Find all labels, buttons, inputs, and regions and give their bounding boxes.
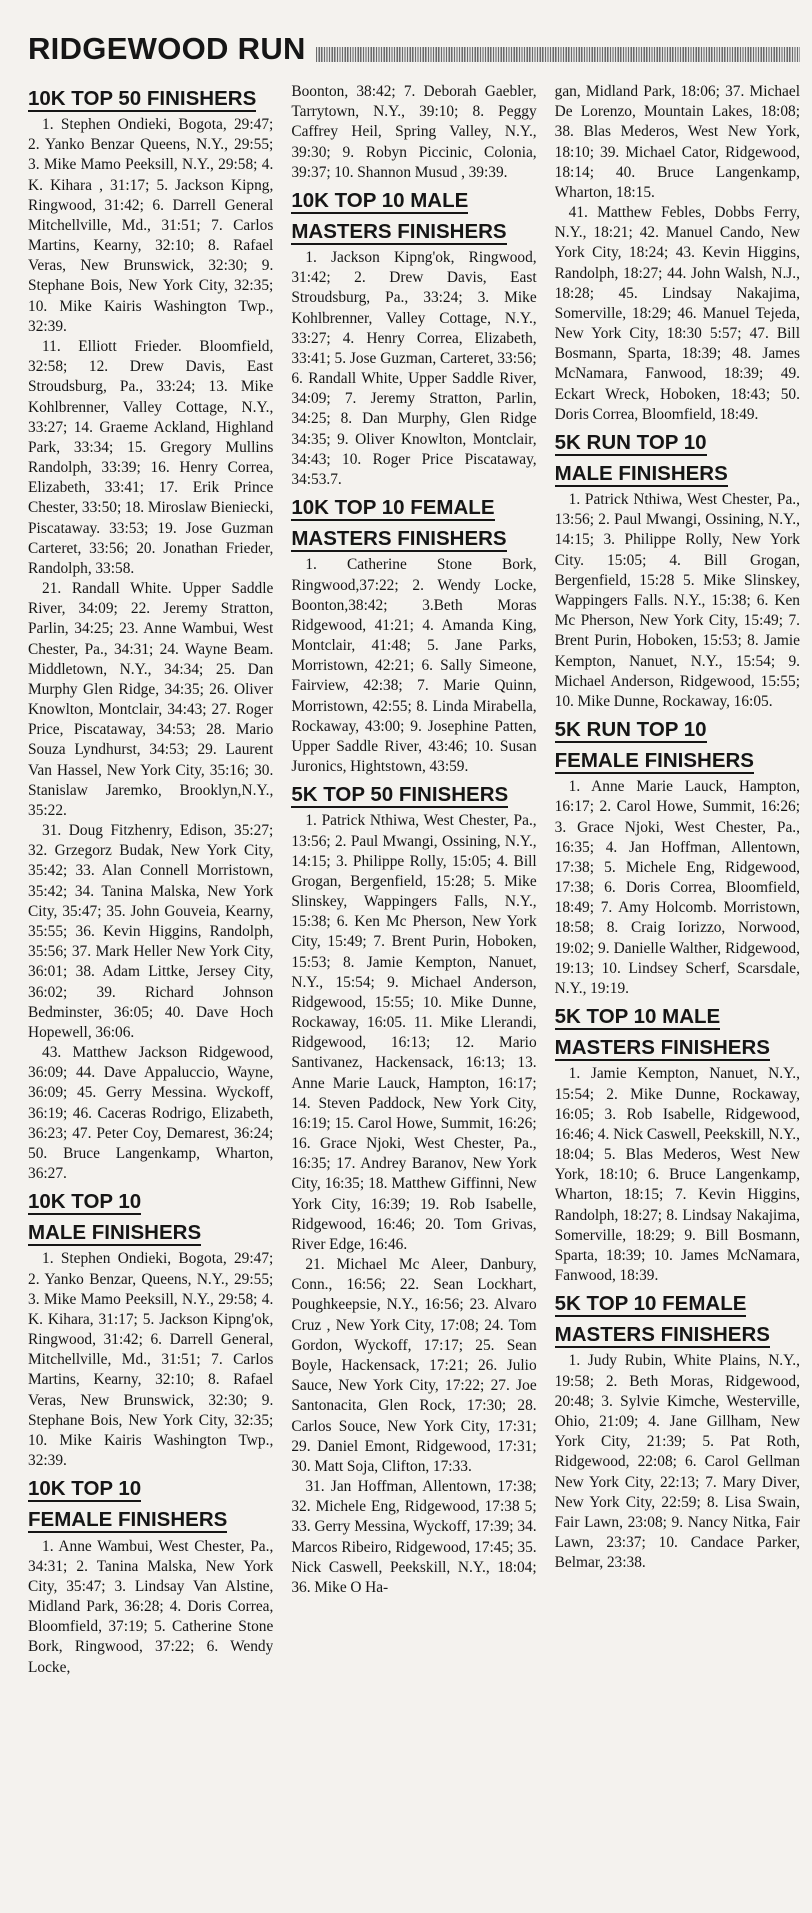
- section-heading-text: 10K TOP 10: [28, 1477, 142, 1501]
- results-paragraph: 1. Anne Marie Lauck, Hampton, 16:17; 2. Carol Howe, Summit, 16:26; 3. Grace Njoki, West Chester, Pa., 16:35; 4. Jan Hoffman, Allentown, 17:38; 5. Michele Eng, Ridgewood, 17:38; 6. Doris Correa, Bloomfield, 18:49; 7. Amy Holcomb. Morristown, 18:58; 8. Craig Iorizzo, Norwood, 19:02; 9. Danielle Walther, Ridgewood, 19:13; 10. Lindsey Scherf, Scarsdale, N.Y., 19:19.: [554, 778, 800, 997]
- section-heading: [291, 524, 536, 553]
- results-paragraph: 41. Matthew Febles, Dobbs Ferry, N.Y., 18:21; 42. Manuel Cando, New York City, 18:24; 43. Kevin Higgins, Randolph, 18:27; 44. John Walsh, N.J., 18:28; 45. Lindsay Nakajima, Somerville, 18:29; 46. Manuel Tejeda, New York City, 18:30 5:57; 47. Bill Bosmann, Sparta, 18:39; 48. James McNamara, Fanwood, 18:39; 49. Eckart Wreck, Hoboken, 18:43; 50. Doris Correa, Bloomfield, 18:49.: [554, 204, 800, 423]
- section-body: [555, 777, 800, 999]
- section-heading: [291, 217, 536, 246]
- results-column: [28, 82, 273, 1892]
- results-paragraph: Boonton, 38:42; 7. Deborah Gaebler, Tarrytown, N.Y., 39:10; 8. Peggy Caffrey Heil, Spring Valley, N.Y., 39:30; 9. Robyn Piccinic, Colonia, 39:37; 10. Shannon Musud , 39:39.: [291, 83, 537, 181]
- results-paragraph: 31. Doug Fitzhenry, Edison, 35:27; 32. Grzegorz Budak, New York City, 35:42; 33. Alan Connell Morristown, 35:42; 34. Tanina Malska, New York City, 35:47; 35. John Gouveia, Kearny, 35:55; 36. Kevin Higgins, Randolph, 35:56; 37. Mark Heller New York City, 36:01; 38. Adam Littke, Jersey City, 36:02; 39. Richard Johnson Bedminster, 36:05; 40. Dave Hoch Hopewell, 36:06.: [28, 822, 274, 1041]
- results-paragraph: 1. Patrick Nthiwa, West Chester, Pa., 13:56; 2. Paul Mwangi, Ossining, N.Y., 14:15; 3. Philippe Rolly, New York City. 15:05; 4. Bill Grogan, Bergenfield, 15:28 5. Mike Slinskey, Wappingers Falls. N.Y., 15:38; 6. Ken Mc Pherson, New York City, 15:49; 7. Brent Purin, Hoboken, 15:53; 8. Jamie Kempton, Nanuet, N.Y., 15:54; 9. Michael Anderson, Ridgewood, 15:55; 10. Mike Dunne, Rockaway, 16:05.: [554, 491, 800, 710]
- section-heading-text: 10K TOP 10 MALE: [291, 188, 469, 212]
- section-heading-text: 5K TOP 50 FINISHERS: [291, 783, 509, 807]
- results-paragraph: 1. Patrick Nthiwa, West Chester, Pa., 13:56; 2. Paul Mwangi, Ossining, N.Y., 14:15; 3. Philippe Rolly, 15:05; 4. Bill Grogan, Bergenfield, 15:28; 5. Mike Slinskey, Wappingers Falls, N.Y., 15:38; 6. Ken Mc Pherson, New York City, 15:49; 7. Brent Purin, Hoboken, 15:53; 8. Jamie Kempton, Nanuet, N.Y., 15:54; 9. Michael Anderson, Ridgewood, 15:55; 10. Mike Dunne, Rockaway, 16:05. 11. Mike Llerandi, Ridgewood, 16:13; 12. Mario Santivanez, Hackensack, 16:13; 13. Anne Marie Lauck, Hampton, 16:17; 14. Steven Paddock, New York City, 16:19; 15. Carol Howe, Summit, 16:26; 16. Grace Njoki, West Chester, Pa., 16:35; 17. Andrey Baranov, New York City, 16:35; 18. Matthew Giffinni, New York City, 16:39; 19. Rob Isabelle, Ridgewood, 16:46; 20. Tom Grivas, River Edge, 16:46.: [291, 812, 537, 1253]
- results-section: [555, 428, 800, 712]
- results-section: [555, 1002, 800, 1286]
- results-section: [28, 1474, 273, 1677]
- results-column: [291, 82, 536, 1892]
- section-heading: [555, 459, 800, 488]
- results-paragraph: 11. Elliott Frieder. Bloomfield, 32:58; 12. Drew Davis, East Stroudsburg, Pa., 33:24; 13. Mike Kohlbrenner, Valley Cottage, N.Y., 33:27; 14. Graeme Ackland, Highland Park, 33:34; 15. Gregory Mullins Randolph, 33:39; 16. Henry Correa, Elizabeth, 33:41; 17. Erik Prince Chester, 33:50; 18. Miroslaw Bieniecki, Piscataway. 33:53; 19. Jose Guzman Carteret, 33:56; 20. Jonathan Frieder, Randolph, 33:58.: [28, 338, 274, 577]
- section-heading-text: MALE FINISHERS: [554, 462, 728, 486]
- section-heading: [28, 1474, 273, 1503]
- section-heading: [555, 1320, 800, 1349]
- results-paragraph: 43. Matthew Jackson Ridgewood, 36:09; 44. Dave Appaluccio, Wayne, 36:09; 45. Gerry Messina. Wyckoff, 36:19; 46. Caceras Rodrigo, Elizabeth, 36:23; 47. Peter Coy, Demarest, 36:24; 50. Bruce Langenkamp, Wharton, 36:27.: [28, 1044, 274, 1183]
- section-heading-text: FEMALE FINISHERS: [28, 1508, 228, 1532]
- section-body: [291, 811, 536, 1598]
- section-body: [555, 82, 800, 425]
- section-heading: [28, 1218, 273, 1247]
- section-body: [555, 490, 800, 712]
- section-heading-text: 10K TOP 50 FINISHERS: [28, 87, 257, 110]
- section-heading-text: 10K TOP 10: [28, 1190, 142, 1214]
- section-heading-text: MASTERS FINISHERS: [291, 527, 507, 551]
- results-column: [555, 82, 800, 1892]
- section-body: [291, 82, 536, 183]
- page-title: RIDGEWOOD RUN: [28, 31, 306, 66]
- section-heading: [291, 493, 536, 522]
- section-body: [291, 248, 536, 490]
- section-body: [28, 115, 273, 1184]
- results-paragraph: 1. Catherine Stone Bork, Ringwood,37:22; 2. Wendy Locke, Boonton,38:42; 3.Beth Moras Ridgewood, 41:21; 4. Amanda King, Montclair, 41:48; 5. Jane Parks, Morristown, 42:21; 6. Sally Simeone, Fairview, 42:38; 7. Marie Quinn, Morristown, 42:55; 8. Linda Mirabella, Rockaway, 43:00; 9. Josephine Patten, Upper Saddle River, 43:46; 10. Susan Juronics, Hightstown, 43:59.: [291, 556, 537, 776]
- section-heading: [555, 428, 800, 457]
- results-paragraph: gan, Midland Park, 18:06; 37. Michael De Lorenzo, Mountain Lakes, 18:08; 38. Blas Mederos, West New York, 18:10; 39. Michael Cator, Ridgewood, 18:14; 40. Bruce Langenkamp, Wharton, 18:15.: [554, 83, 800, 201]
- results-section: [555, 715, 800, 999]
- section-heading-text: MALE FINISHERS: [28, 1221, 202, 1245]
- section-heading-text: 5K RUN TOP 10: [554, 430, 707, 454]
- results-columns: [28, 82, 800, 1892]
- results-section: [28, 1187, 273, 1471]
- results-paragraph: 1. Judy Rubin, White Plains, N.Y., 19:58; 2. Beth Moras, Ridgewood, 20:48; 3. Sylvie Kimche, Westerville, Ohio, 21:09; 4. Jane Gillham, New York City, 21:39; 5. Pat Roth, Ridgewood, 22:08; 6. Carol Gellman New York City, 22:13; 7. Mary Diver, New York City, 22:59; 8. Lisa Swain, Fair Lawn, 23:08; 9. Nancy Nitka, Fair Lawn, 23:37; 10. Candace Parker, Belmar, 23:38.: [554, 1352, 800, 1572]
- section-body: [555, 1064, 800, 1286]
- masthead: [28, 14, 800, 68]
- results-paragraph: 31. Jan Hoffman, Allentown, 17:38; 32. Michele Eng, Ridgewood, 17:38 5; 33. Gerry Messina, Wyckoff, 17:39; 34. Marcos Ribeiro, Ridgewood, 17:45; 35. Nick Caswell, Peekskill, N.Y., 18:04; 36. Mike O Ha-: [291, 1478, 537, 1596]
- section-heading: [28, 1505, 273, 1534]
- section-body: [28, 1249, 273, 1471]
- results-section: [291, 186, 536, 490]
- section-heading: [28, 1187, 273, 1216]
- section-heading-text: 10K TOP 10 FEMALE: [291, 496, 495, 520]
- section-heading: [28, 84, 273, 113]
- section-heading: [555, 715, 800, 744]
- results-section: [291, 493, 536, 777]
- section-heading-text: 5K TOP 10 FEMALE: [554, 1292, 747, 1316]
- results-section: [291, 82, 536, 183]
- section-heading: [555, 1002, 800, 1031]
- results-paragraph: 1. Jackson Kipng'ok, Ringwood, 31:42; 2. Drew Davis, East Stroudsburg, Pa., 33:24; 3. Mike Kohlbrenner, Valley Cottage, N.Y., 33:27; 4. Henry Correa, Elizabeth, 33:41; 5. Jose Guzman, Carteret, 33:56; 6. Randall White, Upper Saddle River, 34:09; 7. Jeremy Stratton, Parlin, 34:25; 8. Dan Murphy, Glen Ridge 34:35; 9. Oliver Knowlton, Montclair, 34:43; 10. Roger Price Piscataway, 34:53.7.: [291, 249, 537, 488]
- section-heading: [555, 746, 800, 775]
- section-body: [291, 555, 536, 777]
- masthead-rule: [316, 47, 800, 62]
- results-section: [28, 84, 273, 1184]
- section-heading-text: 5K TOP 10 MALE: [554, 1005, 721, 1029]
- section-heading-text: MASTERS FINISHERS: [554, 1036, 770, 1060]
- section-body: [28, 1537, 273, 1678]
- results-section: [291, 780, 536, 1598]
- section-heading-text: 5K RUN TOP 10: [554, 718, 707, 742]
- results-paragraph: 1. Anne Wambui, West Chester, Pa., 34:31; 2. Tanina Malska, New York City, 35:47; 3. Lindsay Van Alstine, Midland Park, 36:28; 4. Doris Correa, Bloomfield, 37:19; 5. Catherine Stone Bork, Ringwood, 37:22; 6. Wendy Locke,: [28, 1537, 274, 1676]
- section-heading: [555, 1033, 800, 1062]
- results-section: [555, 82, 800, 425]
- section-heading-text: MASTERS FINISHERS: [291, 219, 507, 243]
- section-heading: [555, 1289, 800, 1318]
- results-paragraph: 1. Stephen Ondieki, Bogota, 29:47; 2. Yanko Benzar Queens, N.Y., 29:55; 3. Mike Mamo Peeksill, N.Y., 29:58; 4. K. Kihara , 31:17; 5. Jackson Kipng, Ringwood, 31:42; 6. Darrell General Mitchellville, Md., 31:51; 7. Carlos Martins, Kearny, 32:10; 8. Rafael Veras, New Brunswick, 32:30; 9. Stephane Bois, New York City, 32:35; 10. Mike Kairis Washington Twp., 32:39.: [28, 116, 274, 335]
- results-paragraph: 21. Michael Mc Aleer, Danbury, Conn., 16:56; 22. Sean Lockhart, Poughkeepsie, N.Y., 16:56; 23. Alvaro Cruz , New York City, 17:08; 24. Tom Gordon, Wyckoff, 17:17; 25. Sean Boyle, Hackensack, 17:21; 26. Julio Sauce, New York City, 17:22; 27. Joe Santonacita, Glen Rock, 17:30; 28. Carlos Souce, New York City, 17:31; 29. Daniel Emont, Ridgewood, 17:31; 30. Matt Soja, Clifton, 17:33.: [291, 1256, 537, 1475]
- section-heading-text: FEMALE FINISHERS: [554, 749, 754, 773]
- section-heading: [291, 186, 536, 215]
- section-heading-text: MASTERS FINISHERS: [554, 1323, 770, 1347]
- results-paragraph: 21. Randall White. Upper Saddle River, 34:09; 22. Jeremy Stratton, Parlin, 34:25; 23. Anne Wambui, West Chester, Pa., 34:31; 24. Wayne Beam. Middletown, N.Y., 34:34; 25. Dan Murphy Glen Ridge, 34:35; 26. Oliver Knowlton, Montclair, 34:43; 27. Roger Price, Piscataway, 34:53; 28. Mario Souza Lyndhurst, 34:53; 29. Laurent Van Hassel, New York City, 35:16; 30. Stanislaw Jaremko, Brooklyn,N.Y., 35:22.: [28, 580, 274, 819]
- section-body: [555, 1351, 800, 1573]
- results-paragraph: 1. Jamie Kempton, Nanuet, N.Y., 15:54; 2. Mike Dunne, Rockaway, 16:05; 3. Rob Isabelle, Ridgewood, 16:46; 4. Nick Caswell, Peekskill, N.Y., 18:04; 5. Blas Mederos, West New York, 18:10; 6. Bruce Langenkamp, Wharton, 18:15; 7. Kevin Higgins, Randolph, 18:27; 8. Lindsay Nakajima, Somerville, 18:29; 9. Bill Bosmann, Sparta, 18:39; 10. James McNamara, Fanwood, 18:39.: [554, 1065, 800, 1285]
- section-heading: [291, 780, 536, 809]
- results-paragraph: 1. Stephen Ondieki, Bogota, 29:47; 2. Yanko Benzar, Queens, N.Y., 29:55; 3. Mike Mamo Peeksill, N.Y., 29:58; 4. K. Kihara, 31:17; 5. Jackson Kipng'ok, Ringwood, 31:42; 6. Darrell General, Mitchellville, Md., 31:51; 7. Carlos Martins, Kearny, 32:10; 8. Rafael Veras, New Brunswick, 32:30; 9. Stephane Bois, New York City, 32:35; 10. Mike Kairis Washington Twp., 32:39.: [28, 1250, 274, 1470]
- results-section: [555, 1289, 800, 1573]
